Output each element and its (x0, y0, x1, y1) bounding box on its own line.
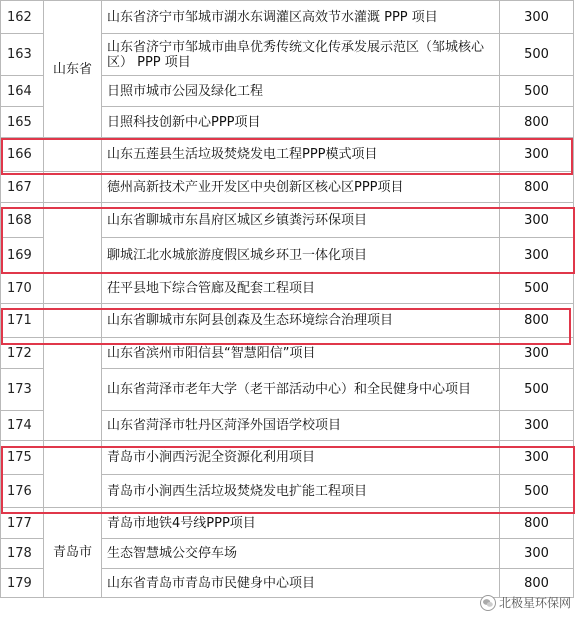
amount-cell: 800 (500, 508, 574, 539)
row-number-cell: 176 (1, 475, 44, 508)
amount-cell: 300 (500, 338, 574, 369)
province-cell (44, 273, 102, 304)
amount-cell: 300 (500, 539, 574, 569)
amount-cell: 800 (500, 107, 574, 138)
amount-cell: 800 (500, 172, 574, 203)
amount-cell: 800 (500, 304, 574, 338)
watermark-text: 北极星环保网 (498, 596, 571, 610)
province-cell (44, 338, 102, 441)
province-cell (44, 304, 102, 338)
table-row (1, 441, 574, 475)
project-name-cell: 日照科技创新中心PPP项目 (102, 107, 500, 138)
wechat-logo-icon (480, 595, 496, 611)
row-number-cell: 179 (1, 569, 44, 598)
row-number-cell: 166 (1, 138, 44, 172)
project-name-cell: 聊城江北水城旅游度假区城乡环卫一体化项目 (102, 238, 500, 273)
amount-cell: 300 (500, 411, 574, 441)
row-number-cell: 172 (1, 338, 44, 369)
table-row (1, 304, 574, 338)
amount-cell: 300 (500, 1, 574, 34)
amount-cell: 500 (500, 34, 574, 76)
table-row (1, 508, 574, 539)
row-number-cell: 177 (1, 508, 44, 539)
row-number-cell: 171 (1, 304, 44, 338)
project-name-cell: 德州高新技术产业开发区中央创新区核心区PPP项目 (102, 172, 500, 203)
row-number-cell: 163 (1, 34, 44, 76)
province-cell (44, 203, 102, 273)
row-number-cell: 168 (1, 203, 44, 238)
project-name-cell: 山东省菏泽市牡丹区菏泽外国语学校项目 (102, 411, 500, 441)
row-number-cell: 174 (1, 411, 44, 441)
amount-cell: 300 (500, 238, 574, 273)
table-row (1, 203, 574, 238)
amount-cell: 300 (500, 138, 574, 172)
project-name-cell: 山东省菏泽市老年大学（老干部活动中心）和全民健身中心项目 (102, 369, 500, 411)
amount-cell: 300 (500, 441, 574, 475)
row-number-cell: 165 (1, 107, 44, 138)
project-name-cell: 山东省聊城市东昌府区城区乡镇粪污环保项目 (102, 203, 500, 238)
project-name-cell: 青岛市小涧西污泥全资源化利用项目 (102, 441, 500, 475)
row-number-cell: 169 (1, 238, 44, 273)
amount-cell: 500 (500, 475, 574, 508)
project-name-cell: 青岛市小涧西生活垃圾焚烧发电扩能工程项目 (102, 475, 500, 508)
project-name-cell: 山东省滨州市阳信县“智慧阳信”项目 (102, 338, 500, 369)
project-name-cell: 茌平县地下综合管廊及配套工程项目 (102, 273, 500, 304)
project-name-cell: 生态智慧城公交停车场 (102, 539, 500, 569)
row-number-cell: 162 (1, 1, 44, 34)
row-number-cell: 173 (1, 369, 44, 411)
project-name-cell: 山东省济宁市邹城市曲阜优秀传统文化传承发展示范区（邹城核心区） PPP 项目 (102, 34, 500, 76)
watermark (480, 594, 571, 611)
province-cell (44, 441, 102, 508)
table-row (1, 138, 574, 172)
row-number-cell: 170 (1, 273, 44, 304)
project-name-cell: 山东省济宁市邹城市湖水东调灌区高效节水灌溉 PPP 项目 (102, 1, 500, 34)
project-name-cell: 山东省聊城市东阿县创森及生态环境综合治理项目 (102, 304, 500, 338)
project-name-cell: 山东五莲县生活垃圾焚烧发电工程PPP模式项目 (102, 138, 500, 172)
table-row (1, 172, 574, 203)
amount-cell: 300 (500, 203, 574, 238)
row-number-cell: 167 (1, 172, 44, 203)
province-cell (44, 138, 102, 172)
province-cell: 青岛市 (44, 508, 102, 598)
table-row (1, 338, 574, 369)
province-cell (44, 172, 102, 203)
amount-cell: 500 (500, 273, 574, 304)
amount-cell: 800 (500, 569, 574, 598)
amount-cell: 500 (500, 76, 574, 107)
row-number-cell: 178 (1, 539, 44, 569)
project-name-cell: 山东省青岛市青岛市民健身中心项目 (102, 569, 500, 598)
row-number-cell: 164 (1, 76, 44, 107)
province-cell: 山东省 (44, 1, 102, 138)
amount-cell: 500 (500, 369, 574, 411)
project-name-cell: 日照市城市公园及绿化工程 (102, 76, 500, 107)
project-name-cell: 青岛市地铁4号线PPP项目 (102, 508, 500, 539)
row-number-cell: 175 (1, 441, 44, 475)
table-row (1, 1, 574, 34)
table-row (1, 273, 574, 304)
